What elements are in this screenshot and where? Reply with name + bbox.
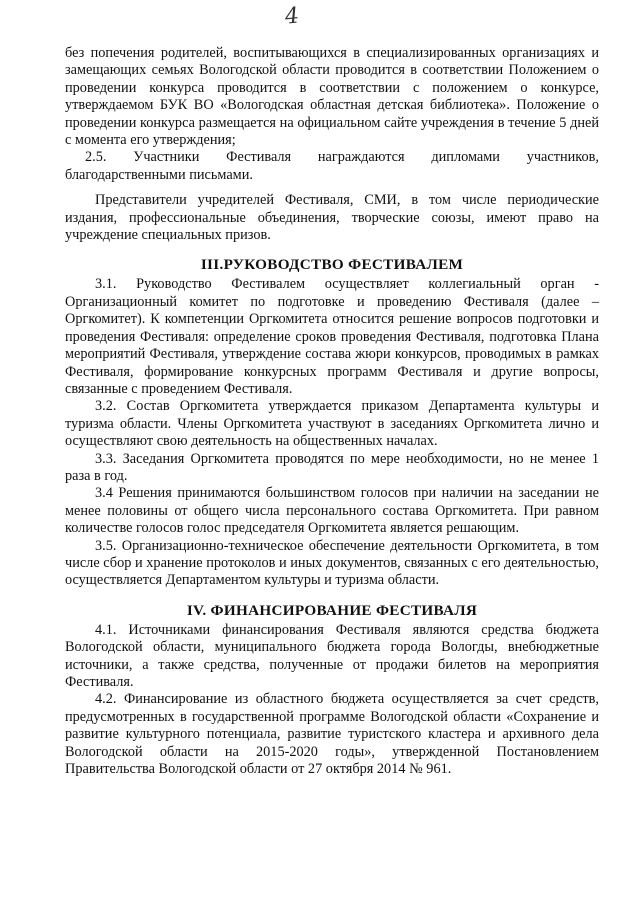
paragraph-2-4-continuation: без попечения родителей, воспитывающихся в специализированных организациях и замещающих семьях Вологодской области проводится в соответствии Положением о проведении конкурса проводится в соответствии с положением о конкурсе, утверждаемом БУК ВО «Вологодская областная детская библиотека». Положение о проведении конкурса размещается на официальном сайте учреждения в течение 5 дней с момента его утверждения; — [65, 45, 599, 149]
handwritten-page-number: 4 — [283, 3, 301, 30]
paragraph-2-5: 2.5. Участники Фестиваля награждаются дипломами участников, благодарственными письмами. — [65, 149, 599, 183]
paragraph-3-2: 3.2. Состав Оргкомитета утверждается приказом Департамента культуры и туризма области. Члены Оргкомитета участвуют в заседаниях Оргкомитета лично и осуществляют свою деятельность на общественных началах. — [65, 398, 599, 450]
paragraph-3-4: 3.4 Решения принимаются большинством голосов при наличии на заседании не менее половины от общего числа персонального состава Оргкомитета. При равном количестве голосов голос председателя Оргкомитета является решающим. — [65, 485, 599, 537]
section-3-heading: III.РУКОВОДСТВО ФЕСТИВАЛЕМ — [200, 256, 464, 274]
paragraph-3-3: 3.3. Заседания Оргкомитета проводятся по мере необходимости, но не менее 1 раза в год. — [65, 450, 599, 484]
section-4-heading: IV. ФИНАНСИРОВАНИЕ ФЕСТИВАЛЯ — [186, 601, 478, 619]
paragraph-4-2: 4.2. Финансирование из областного бюджета осуществляется за счет средств, предусмотренных в государственной программе Вологодской области «Сохранение и развитие культурного потенциала, развитие туристского кластера и архивного дела Вологодской области на 2015-2020 годы», утвержденной Постановлением Правительства Вологодской области от 27 октября 2014 № 961. — [65, 691, 599, 778]
document-body — [65, 45, 599, 778]
paragraph-4-1: 4.1. Источниками финансирования Фестиваля являются средства бюджета Вологодской области, муниципального бюджета города Вологды, внебюджетные источники, а также средства, полученные от продажи билетов на мероприятия Фестиваля. — [65, 621, 599, 690]
paragraph-3-1: 3.1. Руководство Фестивалем осуществляет коллегиальный орган - Организационный комитет по подготовке и проведению Фестиваля (далее – Оргкомитет). К компетенции Оргкомитета относится решение вопросов подготовки и проведения Фестиваля: определение сроков проведения Фестиваля, подготовка Плана мероприятий Фестиваля, утверждение состава жюри конкурсов, проводимых в рамках Фестиваля, формирование конкурсных программ Фестиваля и другие вопросы, связанные с проведением Фестиваля. — [65, 276, 599, 397]
paragraph-3-5: 3.5. Организационно-техническое обеспечение деятельности Оргкомитета, в том числе сбор и хранение протоколов и иных документов, связанных с его деятельностью, осуществляется Департаментом культуры и туризма области. — [65, 537, 599, 589]
paragraph-special-prizes: Представители учредителей Фестиваля, СМИ, в том числе периодические издания, профессиональные объединения, творческие союзы, имеют право на учреждение специальных призов. — [65, 192, 599, 244]
